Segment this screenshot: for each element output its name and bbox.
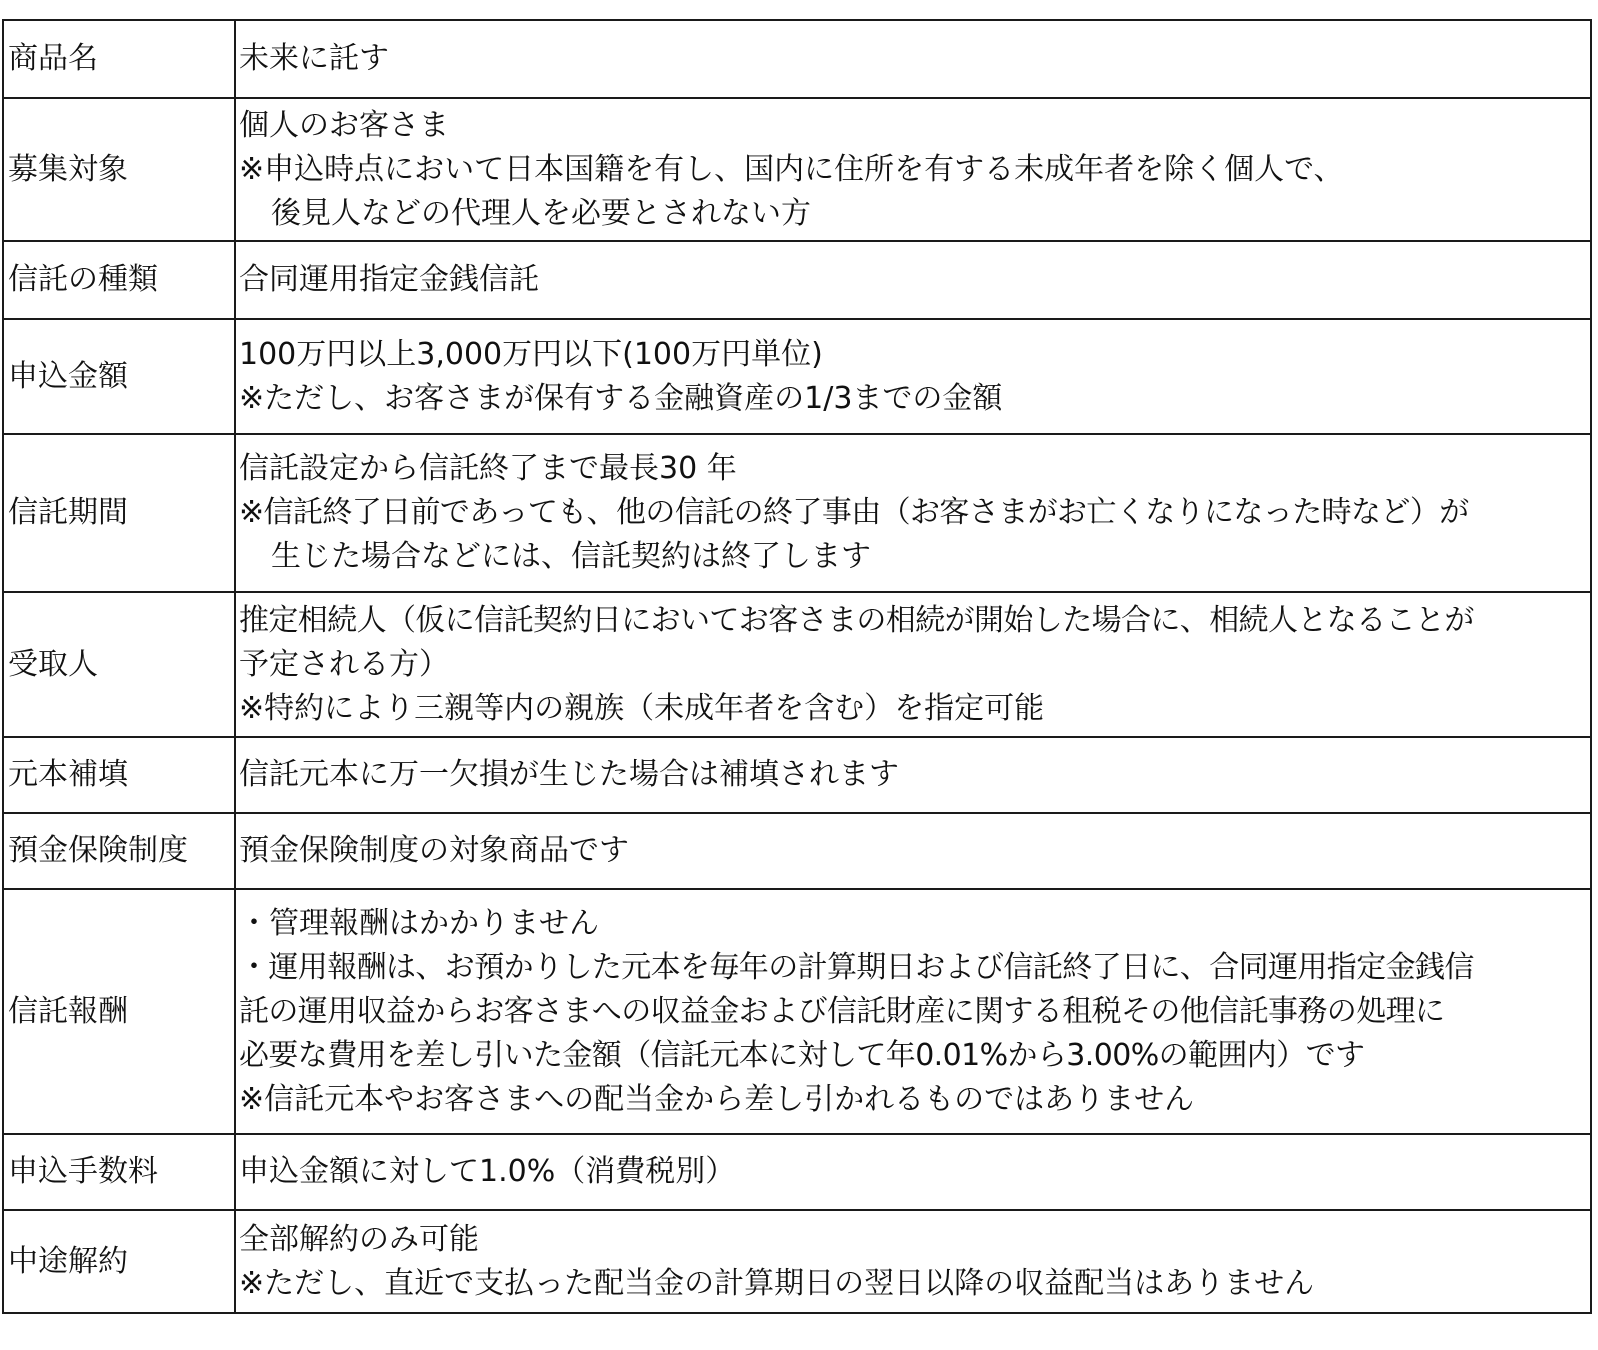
row-trust-period xyxy=(3,434,1591,592)
text-line: 100万円以上3,000万円以下(100万円単位) xyxy=(239,336,823,372)
text-line: 後見人などの代理人を必要とされない方 xyxy=(271,195,811,231)
row-application-amount xyxy=(3,319,1591,434)
product-spec-table xyxy=(2,19,1592,1314)
text-line: ※特約により三親等内の親族（未成年者を含む）を指定可能 xyxy=(239,690,1045,726)
value-principal-guarantee xyxy=(235,737,1591,813)
text-line: ※信託元本やお客さまへの配当金から差し引かれるものではありません xyxy=(239,1081,1195,1117)
value-deposit-insurance xyxy=(235,813,1591,889)
text-line: 必要な費用を差し引いた金額（信託元本に対して年0.01%から3.00%の範囲内）です xyxy=(239,1037,1365,1073)
text-line: ※信託終了日前であっても、他の信託の終了事由（お客さまがお亡くなりになった時など）が xyxy=(239,495,1469,530)
row-trust-type xyxy=(3,241,1591,319)
label-principal-guarantee: 元本補填 xyxy=(3,737,235,813)
text-line: 個人のお客さま xyxy=(239,107,449,143)
row-principal-guarantee xyxy=(3,737,1591,813)
text-line: 託の運用収益からお客さまへの収益金および信託財産に関する租税その他信託事務の処理に xyxy=(239,993,1445,1029)
row-application-fee xyxy=(3,1134,1591,1210)
text-line: ・管理報酬はかかりません xyxy=(239,905,599,941)
row-beneficiary xyxy=(3,592,1591,737)
row-early-cancellation xyxy=(3,1210,1591,1313)
value-trust-period xyxy=(235,434,1591,592)
value-trust-type xyxy=(235,241,1591,319)
text-line: 信託元本に万一欠損が生じた場合は補填されます xyxy=(239,757,899,792)
row-eligibility xyxy=(3,98,1591,241)
value-eligibility xyxy=(235,98,1591,241)
label-application-fee: 申込手数料 xyxy=(3,1134,235,1210)
label-trust-period: 信託期間 xyxy=(3,434,235,592)
label-application-amount: 申込金額 xyxy=(3,319,235,434)
text-line: 生じた場合などには、信託契約は終了します xyxy=(271,539,871,574)
text-line: 信託設定から信託終了まで最長30 年 xyxy=(239,451,737,486)
text-line: 預金保険制度の対象商品です xyxy=(239,833,629,868)
label-trust-fee: 信託報酬 xyxy=(3,889,235,1134)
text-line: 申込金額に対して1.0%（消費税別） xyxy=(239,1154,736,1189)
text-line: ※ただし、直近で支払った配当金の計算期日の翌日以降の収益配当はありません xyxy=(239,1265,1315,1301)
row-trust-fee xyxy=(3,889,1591,1134)
label-product-name: 商品名 xyxy=(3,20,235,98)
row-deposit-insurance xyxy=(3,813,1591,889)
text-line: 未来に託す xyxy=(239,41,389,76)
label-eligibility: 募集対象 xyxy=(3,98,235,241)
text-line: 全部解約のみ可能 xyxy=(239,1221,479,1257)
text-line: ※ただし、お客さまが保有する金融資産の1/3までの金額 xyxy=(239,380,1003,416)
text-line: 推定相続人（仮に信託契約日においてお客さまの相続が開始した場合に、相続人となることが xyxy=(239,602,1474,638)
value-trust-fee xyxy=(235,889,1591,1134)
value-beneficiary xyxy=(235,592,1591,737)
text-line: 予定される方） xyxy=(239,646,449,682)
label-early-cancellation: 中途解約 xyxy=(3,1210,235,1313)
value-application-amount xyxy=(235,319,1591,434)
label-beneficiary: 受取人 xyxy=(3,592,235,737)
row-product-name xyxy=(3,20,1591,98)
label-trust-type: 信託の種類 xyxy=(3,241,235,319)
text-line: ※申込時点において日本国籍を有し、国内に住所を有する未成年者を除く個人で、 xyxy=(239,151,1344,187)
value-early-cancellation xyxy=(235,1210,1591,1313)
text-line: 合同運用指定金銭信託 xyxy=(239,262,539,297)
value-product-name xyxy=(235,20,1591,98)
label-deposit-insurance: 預金保険制度 xyxy=(3,813,235,889)
value-application-fee xyxy=(235,1134,1591,1210)
text-line: ・運用報酬は、お預かりした元本を毎年の計算期日および信託終了日に、合同運用指定金銭信 xyxy=(239,949,1474,985)
